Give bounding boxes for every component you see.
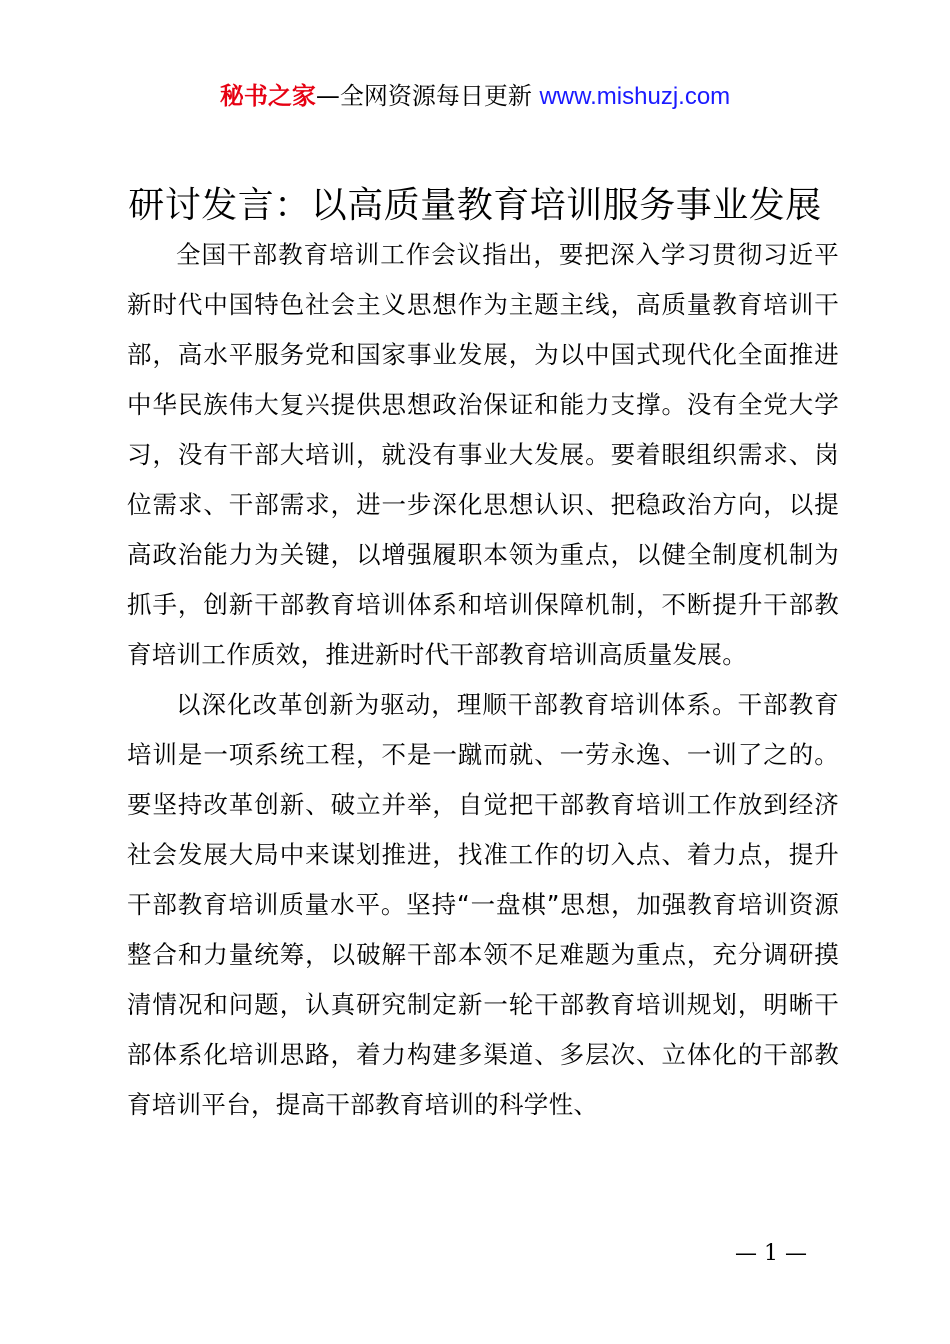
page-number: — 1 — xyxy=(735,1241,807,1266)
site-brand: 秘书之家 xyxy=(219,82,316,110)
paragraph-2: 以深化改革创新为驱动，理顺干部教育培训体系。干部教育培训是一项系统工程，不是一蹴而就、一劳永逸、一训了之的。要坚持改革创新、破立并举，自觉把干部教育培训工作放到经济社会发展大局中来谋划推进，找准工作的切入点、着力点，提升干部教育培训质量水平。坚持“一盘棋”思想，加强教育培训资源整合和力量统筹，以破解干部本领不足难题为重点，充分调研摸清情况和问题，认真研究制定新一轮干部教育培训规划，明晰干部体系化培训思路，着力构建多渠道、多层次、立体化的干部教育培训平台，提高干部教育培训的科学性、 xyxy=(127,690,839,1119)
site-url-link[interactable]: www.mishuzj.com xyxy=(539,83,731,110)
site-header xyxy=(0,80,950,113)
document-title: 研讨发言：以高质量教育培训服务事业发展 xyxy=(128,185,822,226)
document-body xyxy=(127,230,839,1130)
site-tagline: —全网资源每日更新 xyxy=(315,82,540,110)
paragraph-1: 全国干部教育培训工作会议指出，要把深入学习贯彻习近平新时代中国特色社会主义思想作为主题主线，高质量教育培训干部，高水平服务党和国家事业发展，为以中国式现代化全面推进中华民族伟大复兴提供思想政治保证和能力支撑。没有全党大学习，没有干部大培训，就没有事业大发展。要着眼组织需求、岗位需求、干部需求，进一步深化思想认识、把稳政治方向，以提高政治能力为关键，以增强履职本领为重点，以健全制度机制为抓手，创新干部教育培训体系和培训保障机制，不断提升干部教育培训工作质效，推进新时代干部教育培训高质量发展。 xyxy=(127,240,839,669)
